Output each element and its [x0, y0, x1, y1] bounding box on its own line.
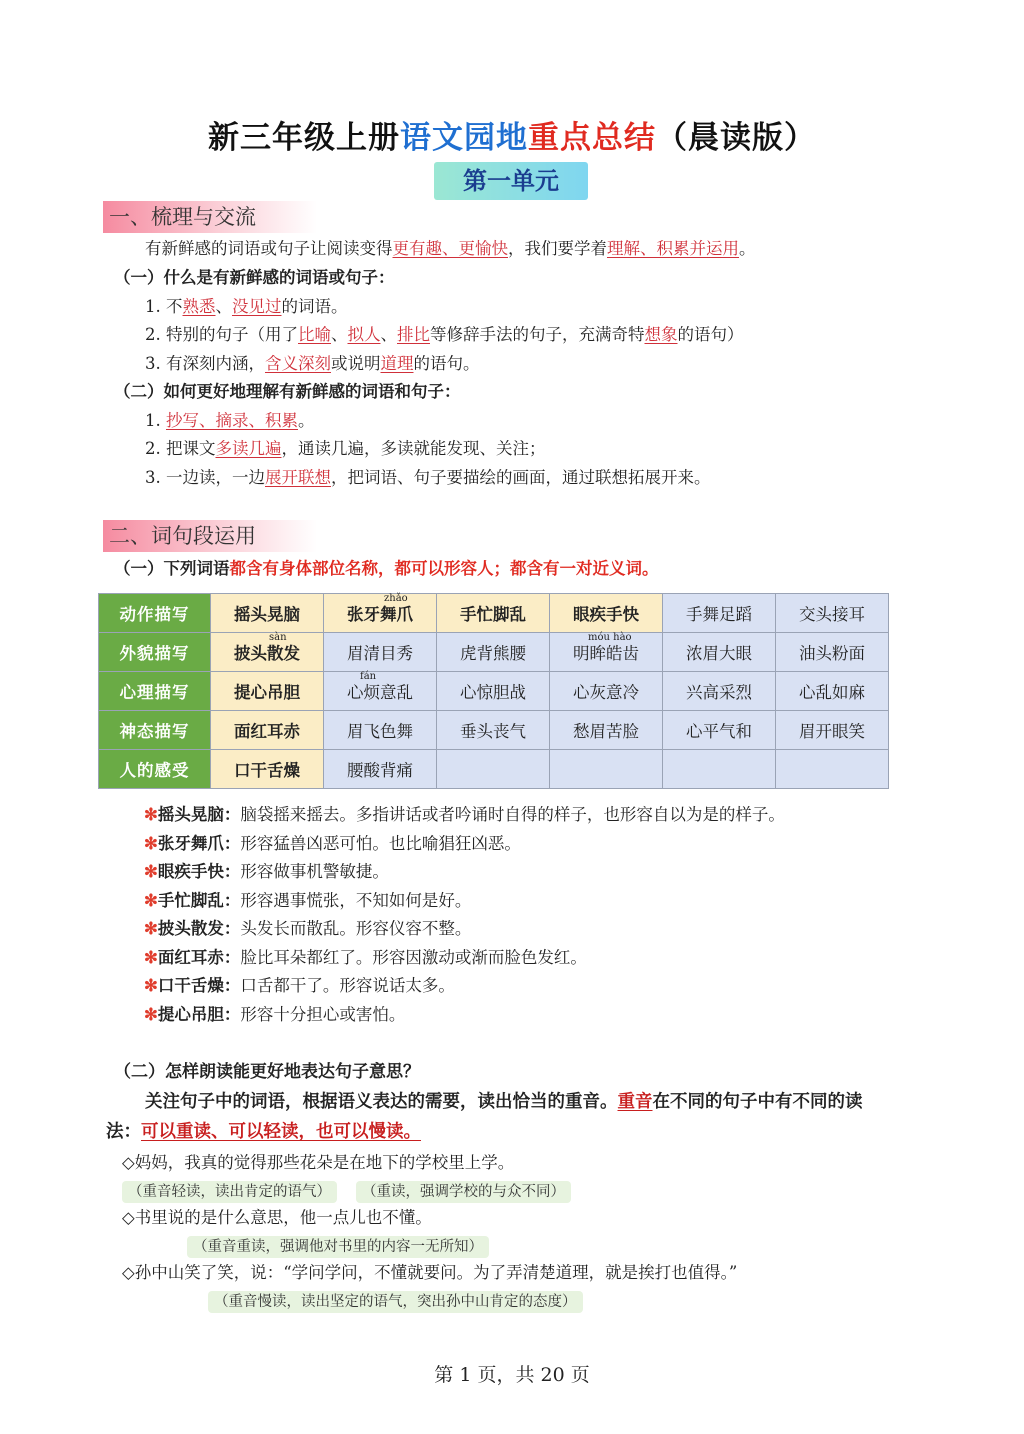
- vocab-intro: （一）下列词语都含有身体部位名称，都可以形容人；都含有一对近义词。: [114, 559, 659, 578]
- word-cell: [437, 750, 550, 789]
- section-1-heading: 一、梳理与交流: [103, 201, 317, 233]
- section-1-intro: 有新鲜感的词语或句子让阅读变得更有趣、更愉快，我们要学着理解、积累并运用。: [145, 239, 756, 258]
- word-cell: 心灰意冷: [550, 672, 663, 711]
- star-icon: ✻: [144, 919, 158, 938]
- list-item: ✻提心吊胆：形容十分担心或害怕。: [144, 1004, 406, 1024]
- sub2-heading: （二）如何更好地理解有新鲜感的词语和句子：: [114, 382, 461, 401]
- word-cell-with-pinyin: sàn 披头散发: [211, 633, 324, 672]
- word-cell: 心乱如麻: [776, 672, 889, 711]
- category-cell: 心理描写: [99, 672, 211, 711]
- word-cell: 兴高采烈: [663, 672, 776, 711]
- word-cell: 腰酸背痛: [324, 750, 437, 789]
- explanations-list: [144, 801, 785, 1029]
- word-cell: 眼疾手快: [550, 594, 663, 633]
- example-sentence-1: ◇妈妈，我真的觉得那些花朵是在地下的学校里上学。: [122, 1153, 515, 1172]
- table-row: [99, 633, 889, 672]
- word-cell: 油头粉面: [776, 633, 889, 672]
- word-cell: 提心吊胆: [211, 672, 324, 711]
- unit-badge: 第一单元: [434, 162, 588, 200]
- word-cell: [776, 750, 889, 789]
- page-footer: 第 1 页，共 20 页: [434, 1364, 590, 1386]
- pinyin-fan: fán: [360, 671, 377, 682]
- list-item: ✻披头散发：头发长而散乱。形容仪容不整。: [144, 919, 472, 938]
- example-sentence-3: ◇孙中山笑了笑，说：“学问学问，不懂就要问。为了弄清楚道理，就是挨打也值得。”: [122, 1263, 738, 1282]
- word-cell: 眉飞色舞: [324, 711, 437, 750]
- pinyin-zhao: zhǎo: [384, 593, 408, 604]
- category-cell: 人的感受: [99, 750, 211, 789]
- title-part-1: 新三年级上册: [208, 120, 400, 156]
- title-part-2: 语文园地: [400, 120, 528, 156]
- sub2-item-3: 3. 一边读，一边展开联想，把词语、句子要描绘的画面，通过联想拓展开来。: [145, 468, 711, 487]
- list-item: ✻口干舌燥：口舌都干了。形容说话太多。: [144, 976, 455, 995]
- section-2-heading: 二、词句段运用: [103, 520, 317, 552]
- vocab-table: [98, 593, 889, 789]
- star-icon: ✻: [144, 1004, 158, 1024]
- sub1-item-3: 3. 有深刻内涵，含义深刻或说明道理的语句。: [145, 354, 480, 373]
- example-note-1b: （重读，强调学校的与众不同）: [356, 1181, 571, 1203]
- reading-heading: （二）怎样朗读能更好地表达句子意思？: [114, 1062, 420, 1082]
- title-part-4: （晨读版）: [656, 120, 816, 156]
- sub1-item-1: 1. 不熟悉、没见过的词语。: [145, 297, 348, 316]
- category-cell: 动作描写: [99, 594, 211, 633]
- table-row: [99, 594, 889, 633]
- word-cell: 垂头丧气: [437, 711, 550, 750]
- star-icon: ✻: [144, 890, 158, 910]
- word-cell: [550, 750, 663, 789]
- word-cell: 摇头晃脑: [211, 594, 324, 633]
- table-row: [99, 750, 889, 789]
- page-title: [0, 112, 1024, 157]
- word-cell-with-pinyin: fán 心烦意乱: [324, 672, 437, 711]
- category-cell: 外貌描写: [99, 633, 211, 672]
- sub2-item-2: 2. 把课文多读几遍，通读几遍，多读就能发现、关注；: [145, 439, 546, 458]
- list-item: ✻张牙舞爪：形容猛兽凶恶可怕。也比喻猖狂凶恶。: [144, 833, 521, 853]
- reading-para-line-1: 关注句子中的词语，根据语义表达的需要，读出恰当的重音。重音在不同的句子中有不同的读: [145, 1092, 863, 1112]
- word-cell: 交头接耳: [776, 594, 889, 633]
- word-cell: 手舞足蹈: [663, 594, 776, 633]
- word-cell: [663, 750, 776, 789]
- word-cell: 心惊胆战: [437, 672, 550, 711]
- title-part-3: 重点总结: [528, 120, 656, 156]
- reading-para-line-2: 法：可以重读、可以轻读，也可以慢读。: [106, 1122, 421, 1142]
- word-cell: 手忙脚乱: [437, 594, 550, 633]
- example-note-2: （重音重读，强调他对书里的内容一无所知）: [187, 1236, 489, 1258]
- star-icon: ✻: [144, 833, 158, 853]
- category-cell: 神态描写: [99, 711, 211, 750]
- example-sentence-2: ◇书里说的是什么意思，他一点儿也不懂。: [122, 1208, 432, 1227]
- list-item: ✻手忙脚乱：形容遇事慌张，不知如何是好。: [144, 890, 472, 910]
- sub2-item-1: 1. 抄写、摘录、积累。: [145, 411, 315, 430]
- word-cell: 眉开眼笑: [776, 711, 889, 750]
- word-cell: 浓眉大眼: [663, 633, 776, 672]
- list-item: ✻眼疾手快：形容做事机警敏捷。: [144, 862, 389, 881]
- word-cell: 眉清目秀: [324, 633, 437, 672]
- list-item: ✻面红耳赤：脸比耳朵都红了。形容因激动或渐而脸色发红。: [144, 947, 587, 967]
- table-row: [99, 711, 889, 750]
- star-icon: ✻: [144, 862, 158, 881]
- word-cell: 愁眉苦脸: [550, 711, 663, 750]
- star-icon: ✻: [144, 976, 158, 995]
- sub1-heading: （一）什么是有新鲜感的词语或句子：: [114, 268, 395, 287]
- word-cell: 虎背熊腰: [437, 633, 550, 672]
- word-cell-with-pinyin: zhǎo 张牙舞爪: [324, 594, 437, 633]
- word-cell: 面红耳赤: [211, 711, 324, 750]
- example-note-3: （重音慢读，读出坚定的语气，突出孙中山肯定的态度）: [208, 1291, 583, 1313]
- pinyin-mouhao: móu hào: [588, 632, 632, 643]
- table-row: [99, 672, 889, 711]
- word-cell: 心平气和: [663, 711, 776, 750]
- star-icon: ✻: [144, 947, 158, 967]
- sub1-item-2: 2. 特别的句子（用了比喻、拟人、排比等修辞手法的句子，充满奇特想象的语句）: [145, 325, 744, 344]
- pinyin-san: sàn: [269, 632, 287, 643]
- word-cell: 口干舌燥: [211, 750, 324, 789]
- star-icon: ✻: [144, 805, 158, 824]
- example-note-1a: （重音轻读，读出肯定的语气）: [122, 1181, 337, 1203]
- word-cell-with-pinyin: móu hào 明眸皓齿: [550, 633, 663, 672]
- list-item: ✻摇头晃脑：脑袋摇来摇去。多指讲话或者吟诵时自得的样子，也形容自以为是的样子。: [144, 805, 785, 824]
